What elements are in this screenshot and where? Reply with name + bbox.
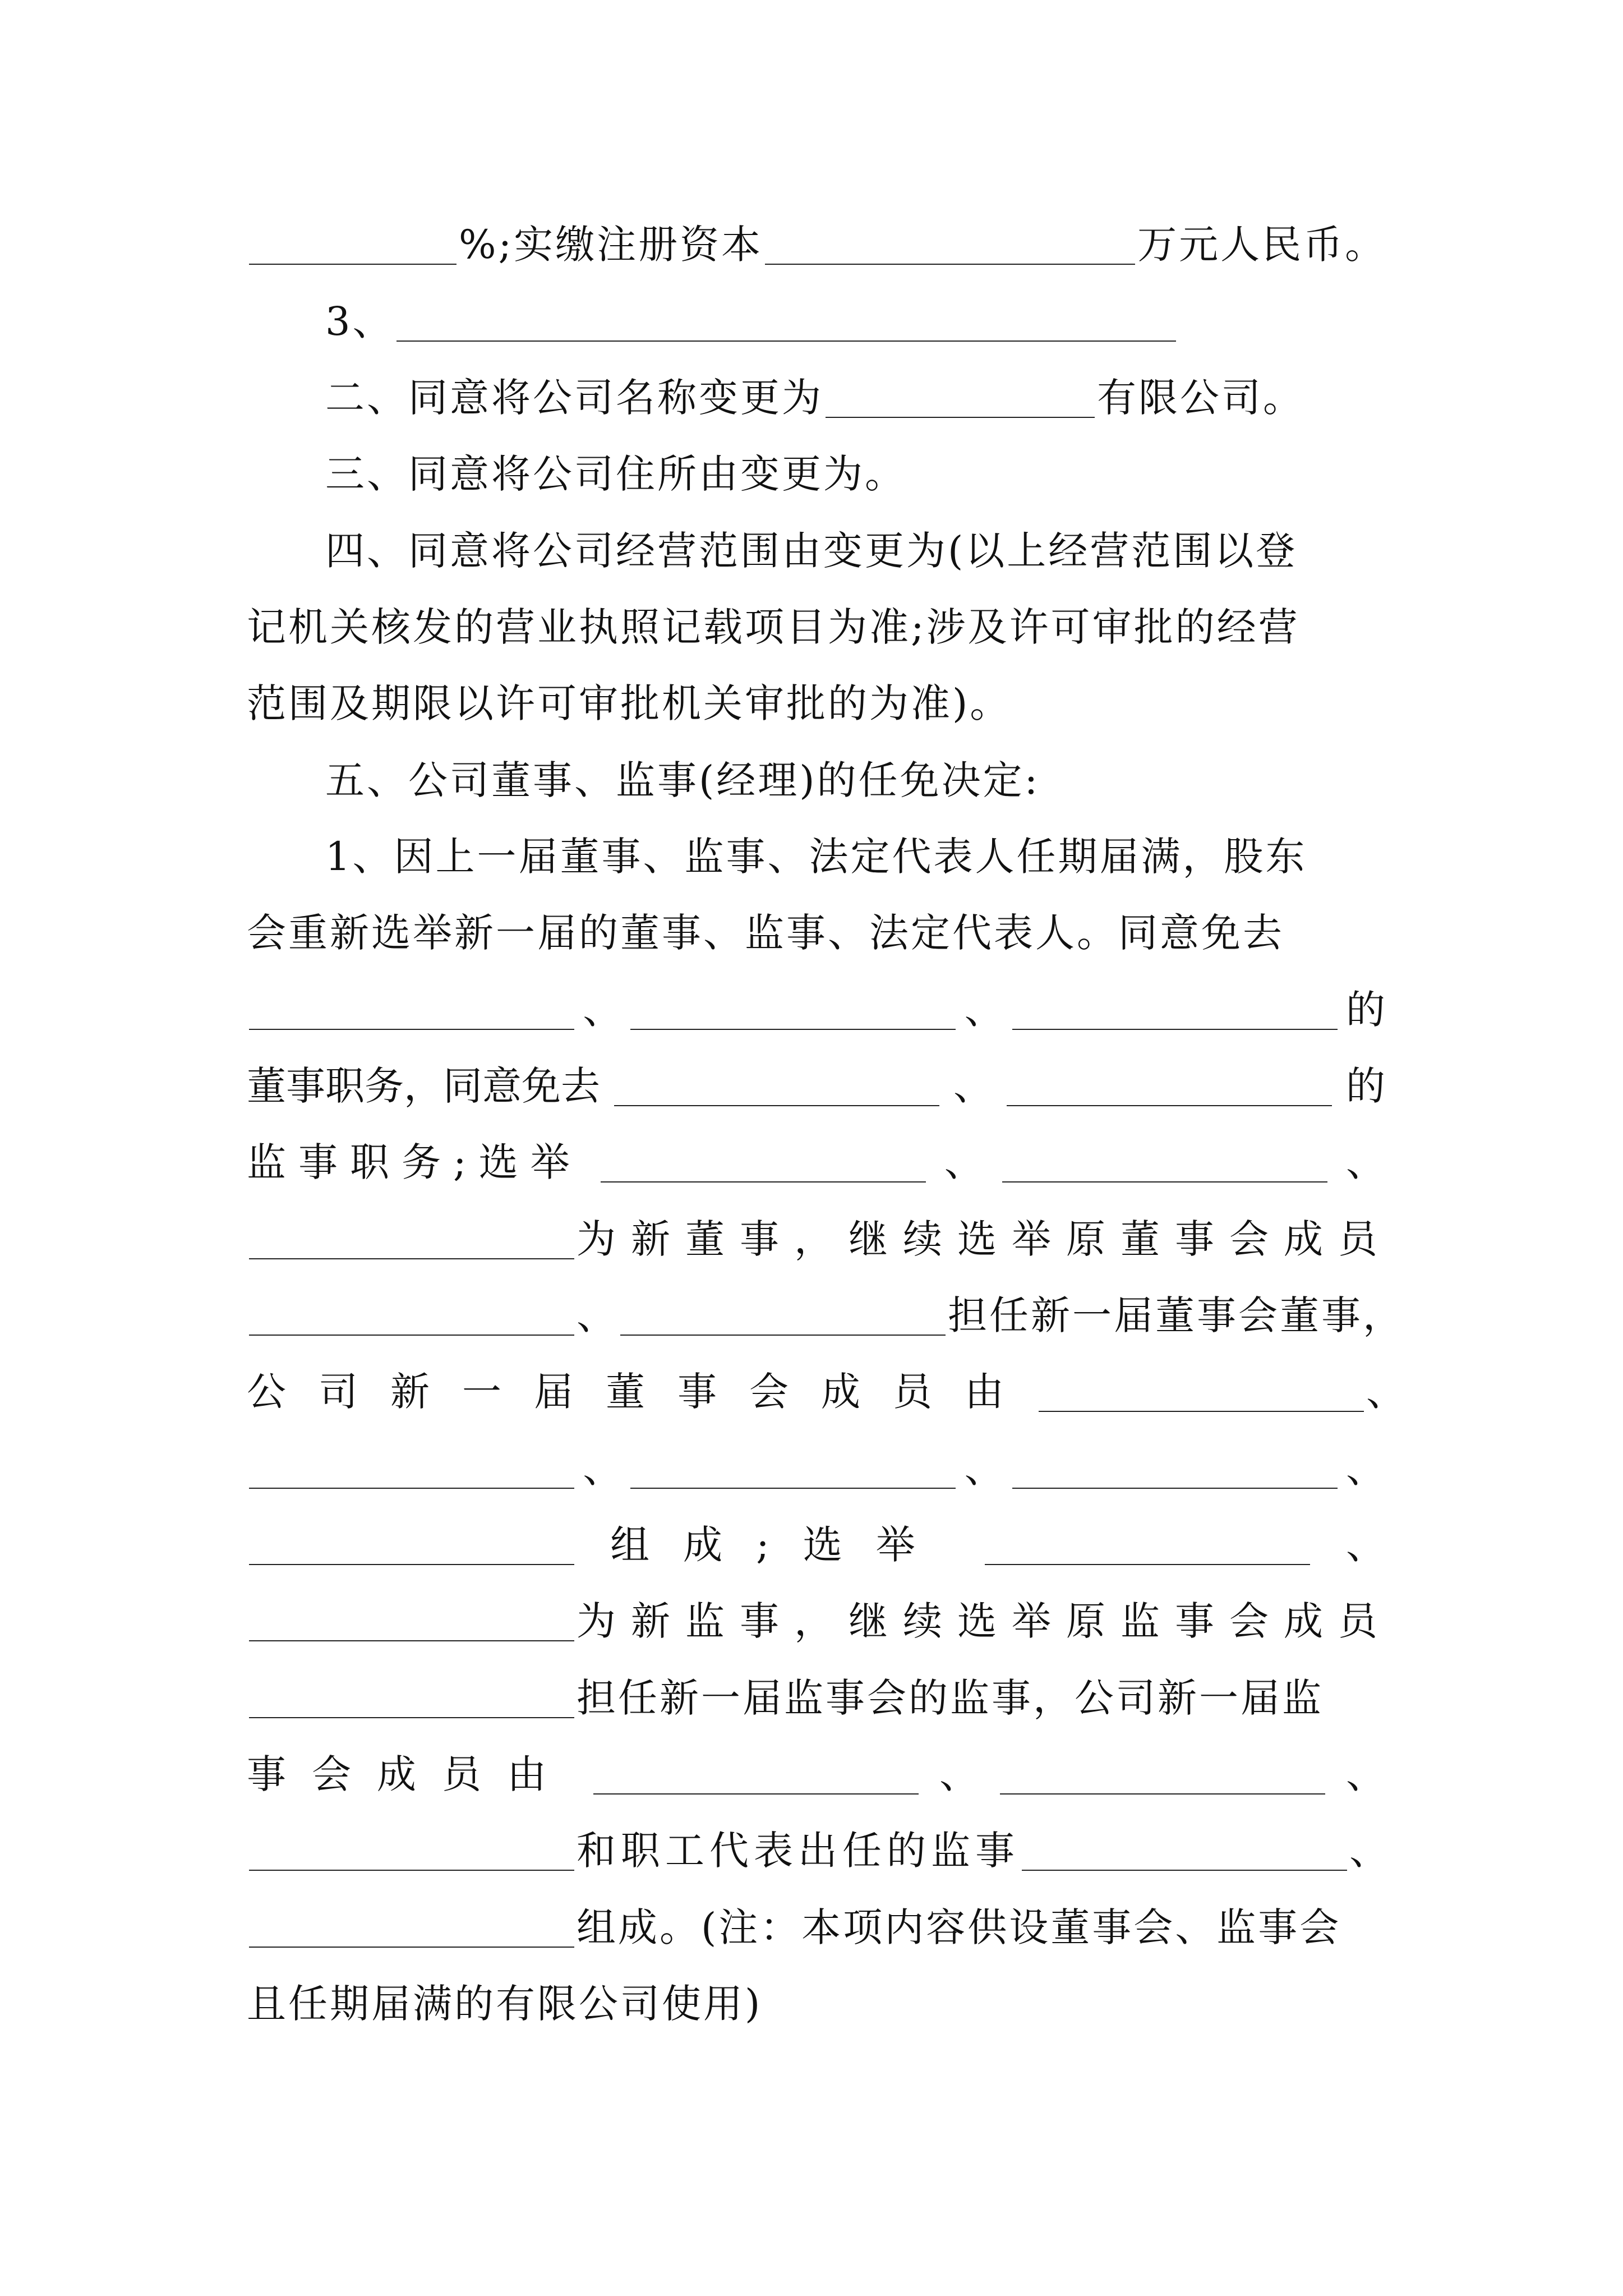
separator: 、 [1345,1446,1385,1492]
text: 万元人民币。 [1137,222,1387,268]
blank-field [249,224,457,265]
blank-field [1012,1448,1338,1489]
separator: 、 [583,987,623,1033]
text: 事会成员由 [247,1751,572,1797]
blank-field [826,378,1095,418]
blank-field [249,1525,574,1565]
blank-field [765,224,1135,265]
blank-field [1002,1142,1327,1182]
blank-field [249,1678,574,1718]
blank-field [396,301,1176,342]
blank-field [249,1907,574,1948]
blank-field [249,1219,574,1259]
line-board-members [247,1364,1405,1420]
separator: 、 [1345,1522,1385,1568]
line-term-expired-1 [325,829,1385,885]
text: 记机关核发的营业执照记载项目为准;涉及许可审批的经营 [247,604,1300,650]
separator: 、 [964,1446,1004,1492]
blank-field [1012,990,1338,1030]
line-address [325,446,1385,502]
blank-field [630,990,956,1030]
text: 监事职务;选举 [247,1139,582,1185]
blank-field [1022,1830,1347,1871]
blank-field [1000,1754,1325,1795]
text: 组成。(注：本项内容供设董事会、监事会 [577,1904,1341,1950]
text: 3、 [325,298,394,344]
separator: 、 [1345,1139,1385,1185]
line-elect-directors [247,1134,1385,1190]
blank-field [620,1295,946,1336]
text: 会重新选举新一届的董事、监事、法定代表人。同意免去 [247,910,1284,956]
text: 四、同意将公司经营范围由变更为(以上经营范围以登 [325,528,1298,574]
text: 1、因上一届董事、监事、法定代表人任期届满，股东 [325,834,1307,880]
text: 二、同意将公司名称变更为 [325,375,823,421]
blank-field [249,990,574,1030]
blank-field [985,1525,1310,1565]
line-term-expired-2 [247,905,1385,961]
text: 有限公司。 [1097,375,1304,421]
line-note-end [247,1976,1385,2032]
line-new-directors [247,1211,1393,1267]
line-supervisor-board [247,1746,1385,1802]
blank-field [1039,1372,1364,1412]
line-scope-2 [247,599,1385,655]
text: 和职工代表出任的监事 [577,1828,1020,1874]
text: 董事职务，同意免去 [247,1063,600,1109]
line-reelect-supervisors [247,1670,1385,1726]
blank-field [630,1448,956,1489]
line-remove-supervisors [247,1058,1385,1114]
text: 担任新一届监事会的监事，公司新一届监 [577,1675,1324,1721]
line-employee-supervisor [247,1823,1391,1879]
text: 且任期届满的有限公司使用) [247,1981,763,2027]
blank-field [614,1066,939,1106]
line-scope-3 [247,675,1385,731]
line-remove-directors [247,982,1385,1038]
line-board-members-blanks [247,1441,1385,1497]
line-section-5 [325,752,1385,808]
blank-field [249,1601,574,1641]
text: 组成;选举 [610,1522,949,1568]
separator: 、 [939,1751,979,1797]
text: 公司新一届董事会成员由 [247,1369,1036,1415]
line-composition-note [247,1899,1385,1955]
separator: 、 [964,987,1004,1033]
text: 范围及期限以许可审批机关审批的为准)。 [247,680,1012,726]
text: %;实缴注册资本 [459,222,763,268]
blank-field [249,1295,574,1336]
separator: 、 [1346,1751,1385,1797]
blank-field [249,1830,574,1871]
line-company-name [325,370,1385,426]
separator: 、 [1366,1369,1405,1415]
line-reelect-directors [247,1287,1404,1343]
line-new-supervisors [247,1593,1393,1649]
line-paid-capital [247,217,1385,273]
separator: 、 [944,1139,984,1185]
line-scope-1 [325,523,1385,579]
blank-field [249,1448,574,1489]
separator: 、 [583,1446,623,1492]
text: 五、公司董事、监事(经理)的任免决定: [325,757,1040,803]
line-item-3 [325,293,1385,349]
blank-field [1007,1066,1332,1106]
text: 三、同意将公司住所由变更为。 [325,451,906,497]
text: 为新董事，继续选举原董事会成员 [577,1216,1393,1262]
separator: 、 [577,1292,618,1338]
text: 为新监事，继续选举原监事会成员 [577,1598,1393,1644]
line-elect-supervisors [247,1517,1385,1573]
text: 担任新一届董事会董事， [948,1292,1404,1338]
text: 的 [1345,987,1385,1033]
separator: 、 [953,1063,993,1109]
blank-field [593,1754,919,1795]
text: 的 [1346,1063,1385,1109]
blank-field [601,1142,926,1182]
separator: 、 [1349,1828,1391,1874]
